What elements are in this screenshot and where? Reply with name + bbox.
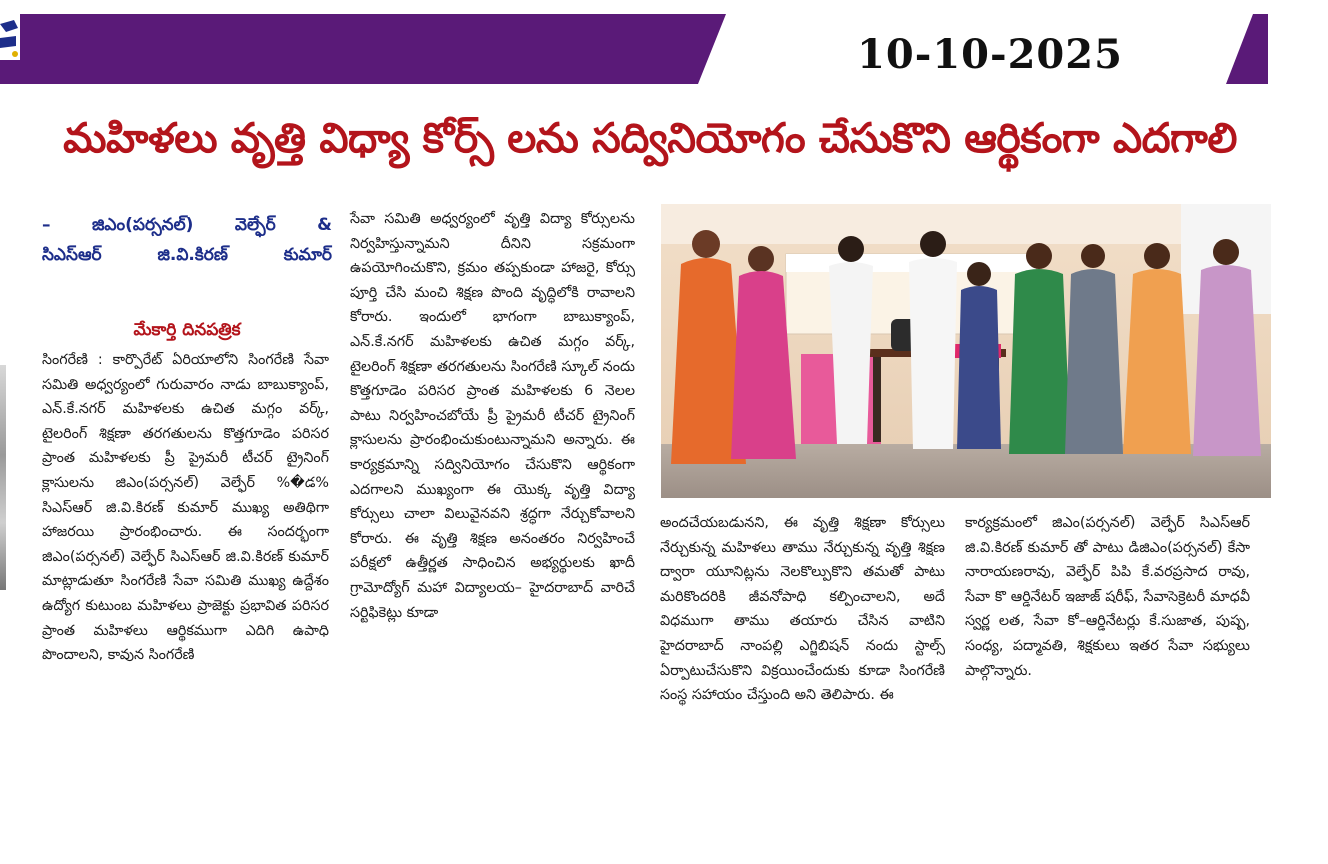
article-headline: మహిళలు వృత్తి విధ్యా కోర్స్ లను సద్వినియోగం చేసుకొని ఆర్థికంగా ఎదగాలి xyxy=(63,114,1237,162)
event-photo xyxy=(661,204,1271,498)
byline-line-1: – జిఎం(పర్సనల్) వెల్ఫేర్ & xyxy=(42,215,332,235)
logo-icon xyxy=(0,14,20,60)
article-byline xyxy=(42,210,332,270)
adjacent-clipping-edge xyxy=(0,365,6,590)
article-column-1: సింగరేణి : కార్పొరేట్ ఏరియాలోని సింగరేణి సేవా సమితి అధ్వర్యంలో గురువారం నాడు బాబుక్యాంప్, ఎన్.కే.నగర్ మహిళలకు ఉచిత మగ్గం వర్క్, టైలరింగ్ శిక్షణా తరగతులను కొత్తగూడెం పరిసర ప్రాంత మహిళలకు ప్రీ ప్రైమరీ టీచర్ ట్రైనింగ్ క్లాసులను జిఎం(పర్సనల్) వెల్ఫేర్ %�డ% సిఎస్ఆర్ జి.వి.కిరణ్ కుమార్ ముఖ్య అతిథిగా హాజరయి ప్రారంభించారు. ఈ సందర్భంగా జిఎం(పర్సనల్) వెల్ఫేర్ సిఎస్ఆర్ జి.వి.కిరణ్ కుమార్ మాట్లాడుతూ సింగరేణి సేవా సమితి ముఖ్య ఉద్దేశం ఉద్యోగ కుటుంబ మహిళలు ప్రాజెక్టు ప్రభావిత పరిసర ప్రాంత మహిళలు ఆర్థికముగా ఎదిగి ఉపాధి పొందాలని, కావున సింగరేణి xyxy=(42,352,329,664)
article-source: మేకార్తి దినపత్రిక xyxy=(133,320,241,340)
newspaper-logo-fragment xyxy=(0,14,20,60)
byline-line-2: సిఎస్ఆర్ జి.వి.కిరణ్ కుమార్ xyxy=(42,245,332,265)
event-photo-illustration xyxy=(661,204,1271,498)
article-column-4: కార్యక్రమంలో జిఎం(పర్సనల్) వెల్ఫేర్ సిఎస్ఆర్ జి.వి.కిరణ్ కుమార్ తో పాటు డిజిఎం(పర్సనల్) కేసా నారాయణరావు, వెల్ఫేర్ పిపి కే.వరప్రసాద రావు, సేవా కొ ఆర్డినేటర్ ఇజాజ్ షరీఫ్, సేవాసెక్రెటరీ మాధవీ స్వర్ణ లత, సేవా కో–ఆర్డినేటర్లు కే.సుజాత, పుష్ప, సంధ్య, పద్మావతి, శిక్షకులు ఇతర సేవా సభ్యులు పాల్గొన్నారు. xyxy=(965,515,1250,679)
article-column-3: అందచేయబడునని, ఈ వృత్తి శిక్షణా కోర్సులు నేర్చుకున్న మహిళలు తాము నేర్చుకున్న వృత్తి శిక్షణ ద్వారా యూనిట్లను నెలకొల్పుకొని తమతో పాటు మరికొందరికి జీవనోపాధి కల్పించాలని, అదే విధముగా తాము తయారు చేసిన వాటిని హైదరాబాద్ నాంపల్లి ఎగ్జిబిషన్ నందు స్టాల్స్ ఏర్పాటుచేసుకొని విక్రయించేందుకు కూడా సింగరేణి సంస్థ సహాయం చేస్తుంది అని తెలిపారు. ఈ xyxy=(660,515,945,704)
issue-date: 10-10-2025 xyxy=(857,31,1123,78)
article-column-2: సేవా సమితి అధ్వర్యంలో వృత్తి విద్యా కోర్సులను నిర్వహిస్తున్నామని దీనిని సక్రమంగా ఉపయోగించుకొని, క్రమం తప్పకుండా హాజరై, కోర్సు పూర్తి చేసి మంచి శిక్షణ పొంది వృద్ధిలోకి రావాలని కోరారు. ఇందులో భాగంగా బాబుక్యాంప్, ఎన్.కే.నగర్ మహిళలకు ఉచిత మగ్గం వర్క్, టైలరింగ్ శిక్షణా తరగతులను సింగరేణి స్కూల్ నందు కొత్తగూడెం పరిసర ప్రాంత మహిళలకు 6 నెలల పాటు నిర్వహించబోయే ప్రీ ప్రైమరీ టీచర్ ట్రైనింగ్ క్లాసులను ప్రారంభించుకుంటున్నామని అన్నారు. ఈ కార్యక్రమాన్ని సద్వినియోగం చేసుకొని ఆర్థికంగా ఎదగాలని ముఖ్యంగా ఈ యొక్క వృత్తి విద్యా కోర్సులు చాలా విలువైనవని శ్రద్ధగా నేర్చుకోవాలని కోరారు. ఈ వృత్తి శిక్షణ అనంతరం నిర్వహించే పరీక్షలో ఉత్తీర్ణత సాధించిన అభ్యర్థులకు ఖాదీ గ్రామోద్యోగ్ మహా విద్యాలయ– హైదరాబాద్ వారిచే సర్టిఫికెట్లు కూడా xyxy=(350,211,635,621)
